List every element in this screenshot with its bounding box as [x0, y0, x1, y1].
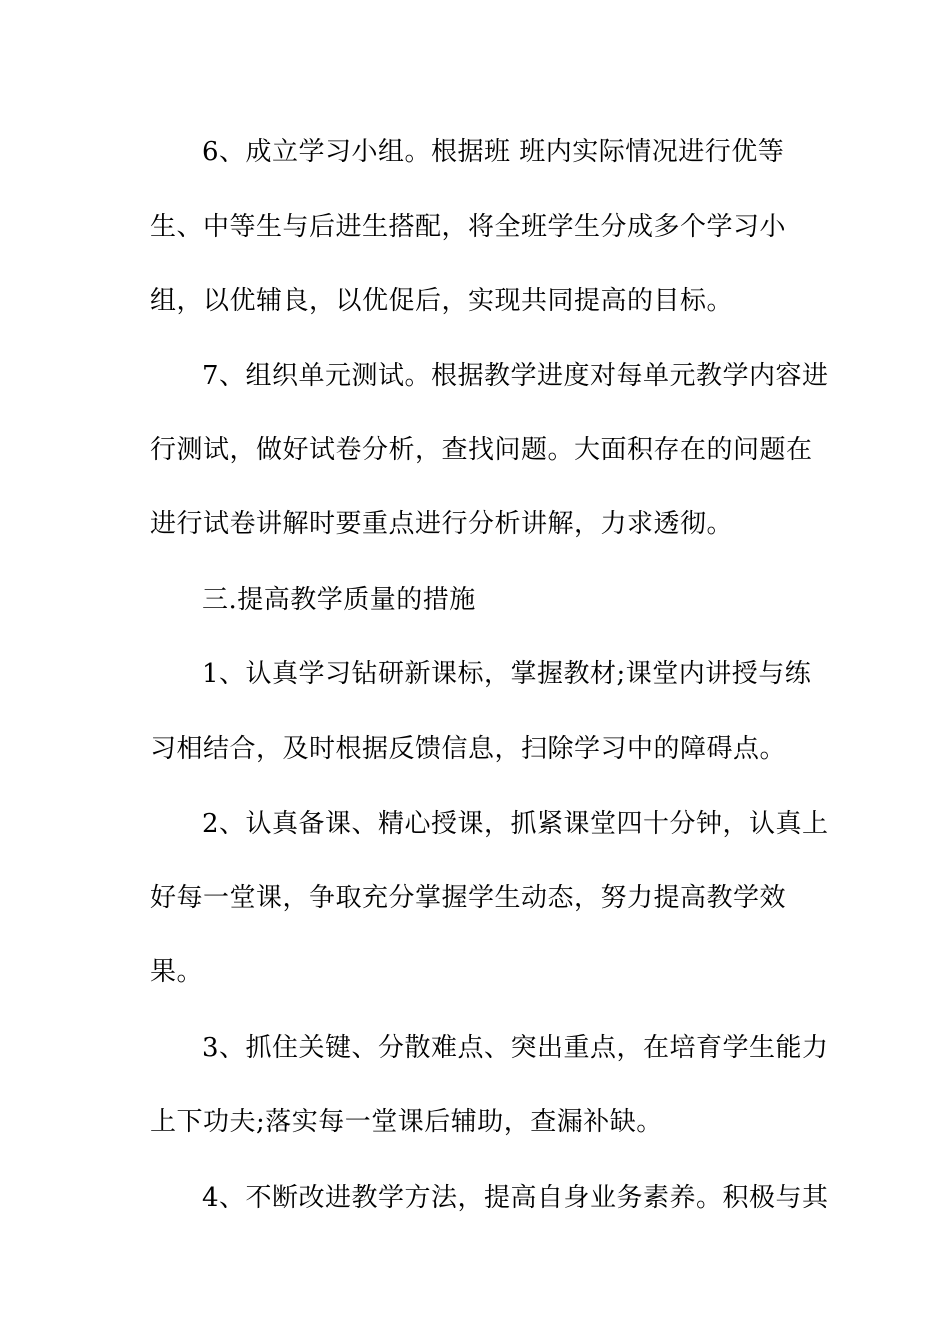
- measure-1-line-1: 1、认真学习钻研新课标，掌握教材;课堂内讲授与练: [202, 659, 812, 689]
- measure-4-line-1: 4、不断改进教学方法，提高自身业务素养。积极与其: [202, 1183, 829, 1213]
- paragraph-7-line-2: 行测试，做好试卷分析，查找问题。大面积存在的问题在: [150, 435, 813, 465]
- measure-2-line-2: 好每一堂课，争取充分掌握学生动态，努力提高教学效: [150, 883, 787, 913]
- measure-3-line-1: 3、抓住关键、分散难点、突出重点，在培育学生能力: [202, 1033, 829, 1063]
- paragraph-6-line-1: 6、成立学习小组。根据班 班内实际情况进行优等: [202, 137, 785, 167]
- measure-2-line-1: 2、认真备课、精心授课，抓紧课堂四十分钟，认真上: [202, 809, 829, 839]
- paragraph-7-line-3: 进行试卷讲解时要重点进行分析讲解，力求透彻。: [150, 509, 734, 539]
- paragraph-7-line-1: 7、组织单元测试。根据教学进度对每单元教学内容进: [202, 361, 829, 391]
- section-heading-3: 三.提高教学质量的措施: [202, 585, 476, 615]
- measure-3-line-2: 上下功夫;落实每一堂课后辅助，查漏补缺。: [150, 1107, 663, 1137]
- measure-1-line-2: 习相结合，及时根据反馈信息，扫除学习中的障碍点。: [150, 734, 787, 764]
- paragraph-6-line-2: 生、中等生与后进生搭配，将全班学生分成多个学习小: [150, 212, 787, 242]
- paragraph-6-line-3: 组，以优辅良，以优促后，实现共同提高的目标。: [150, 286, 734, 316]
- measure-2-line-3: 果。: [150, 957, 204, 987]
